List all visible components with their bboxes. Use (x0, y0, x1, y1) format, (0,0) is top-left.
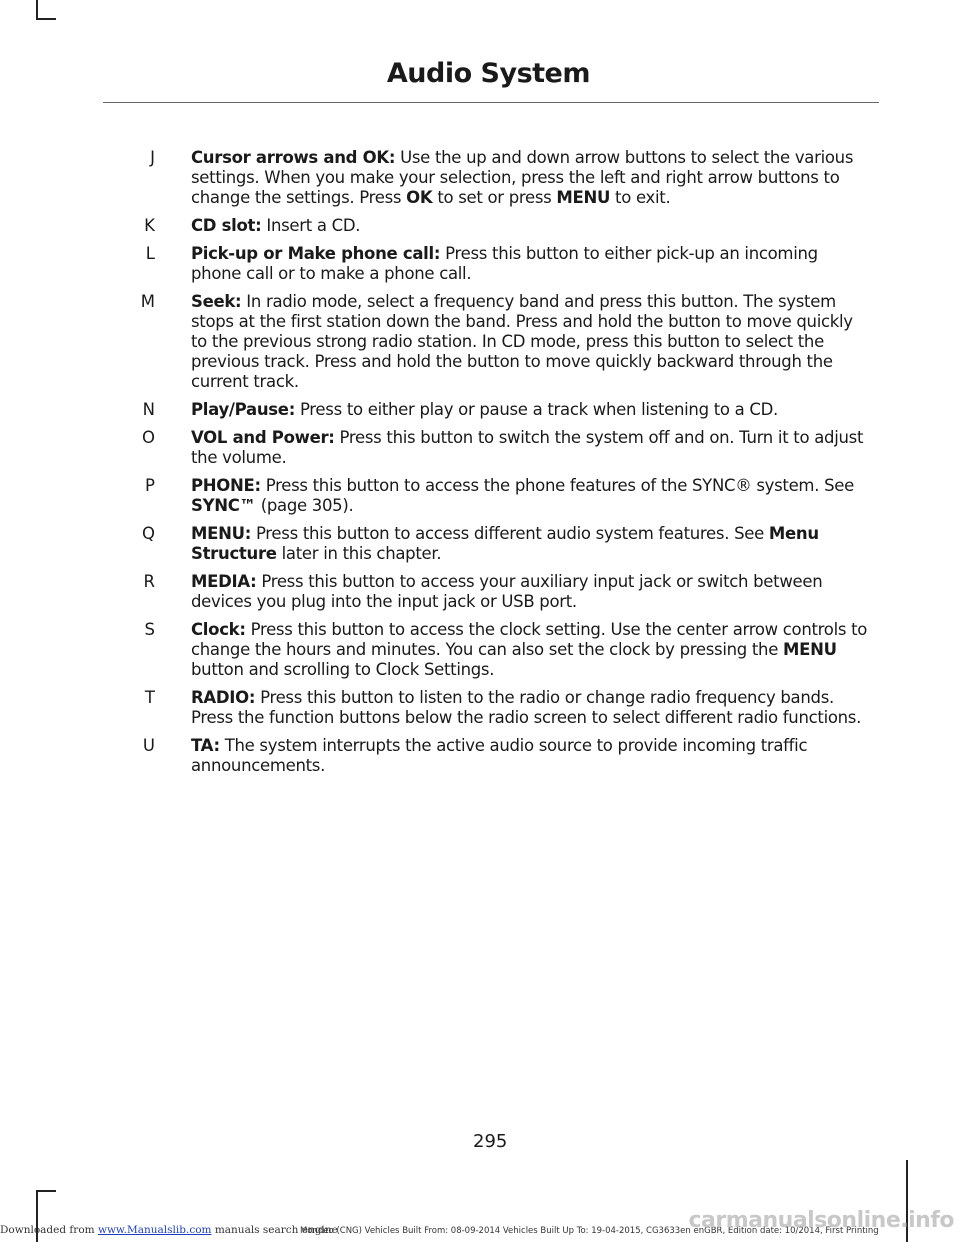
bold-term: CD slot: (191, 216, 262, 235)
legend-letter: M (140, 292, 155, 311)
bold-term: RADIO: (191, 688, 256, 707)
legend-letter: J (150, 148, 155, 167)
description-text: (page 305). (255, 496, 354, 515)
bold-term: Cursor arrows and OK: (191, 148, 396, 167)
bold-term: MENU (556, 188, 611, 207)
description-text: Press this button to access your auxiliary input jack or switch between devices you plug into the input jack or USB port. (191, 572, 823, 611)
legend-description (191, 400, 872, 420)
legend-entry (100, 476, 872, 516)
legend-entry (100, 572, 872, 612)
legend-entry (100, 400, 872, 420)
description-text: Press this button to listen to the radio or change radio frequency bands. Press the function buttons below the radio screen to select different radio functions. (191, 688, 862, 727)
download-notice (0, 1224, 338, 1236)
download-link[interactable]: www.Manualslib.com (97, 1224, 212, 1236)
header-divider (103, 102, 879, 103)
legend-description (191, 572, 872, 612)
legend-letter: L (145, 244, 155, 263)
edition-info: Mondeo (CNG) Vehicles Built From: 08-09-2014 Vehicles Built Up To: 19-04-2015, CG3633en enGBR, Edition date: 10/2014, First Printing (300, 1226, 879, 1236)
legend-description (191, 292, 872, 392)
description-text: Use the up and down arrow buttons to select the various settings. When you make your selection, press the left and right arrow buttons to change the settings. Press (191, 148, 854, 207)
bold-term: Play/Pause: (191, 400, 295, 419)
legend-list (100, 148, 872, 784)
description-text: Press this button to access the phone features of the SYNC® system. See (260, 476, 854, 495)
legend-letter: K (144, 216, 155, 235)
description-text: The system interrupts the active audio source to provide incoming traffic announcements. (191, 736, 808, 775)
legend-description (191, 476, 872, 516)
legend-entry (100, 244, 872, 284)
description-text: Press this button to switch the system off and on. Turn it to adjust the volume. (191, 428, 864, 467)
description-text: In radio mode, select a frequency band and press this button. The system stops at the first station down the band. Press and hold the button to move quickly to the previous strong radio station. In CD mode, press this button to select the previous track. Press and hold the button to move quickly backward through the current track. (191, 292, 853, 391)
legend-letter: S (144, 620, 155, 639)
legend-description (191, 620, 872, 680)
legend-entry (100, 524, 872, 564)
bold-term: VOL and Power: (191, 428, 335, 447)
download-prefix: Downloaded from (0, 1224, 98, 1236)
description-text: to set or press (432, 188, 557, 207)
page-title: Audio System (386, 58, 590, 89)
legend-letter: U (142, 736, 155, 755)
bold-term: TA: (191, 736, 220, 755)
legend-description (191, 244, 872, 284)
legend-description (191, 148, 872, 208)
legend-letter: O (142, 428, 155, 447)
crop-mark-top-left-vertical (36, 0, 38, 20)
crop-mark-bottom-left-horizontal (36, 1190, 56, 1192)
bold-term: SYNC™ (191, 496, 256, 515)
legend-entry (100, 620, 872, 680)
legend-entry (100, 688, 872, 728)
legend-entry (100, 292, 872, 392)
watermark: carmanualsonline.info (688, 1208, 954, 1233)
bold-term: MENU (783, 640, 837, 659)
description-text: Press to either play or pause a track when listening to a CD. (295, 400, 778, 419)
page-number: 295 (473, 1131, 508, 1152)
legend-description (191, 216, 872, 236)
legend-entry (100, 428, 872, 468)
description-text: to exit. (610, 188, 671, 207)
legend-entry (100, 736, 872, 776)
bold-term: MENU: (191, 524, 251, 543)
bold-term: Pick-up or Make phone call: (191, 244, 441, 263)
description-text: Press this button to access different audio system features. See (251, 524, 769, 543)
legend-letter: N (142, 400, 155, 419)
bold-term: MEDIA: (191, 572, 257, 591)
download-suffix: manuals search engine (211, 1224, 338, 1236)
description-text: later in this chapter. (276, 544, 442, 563)
crop-mark-top-left-horizontal (36, 18, 56, 20)
bold-term: Clock: (191, 620, 246, 639)
legend-description (191, 688, 872, 728)
legend-letter: P (145, 476, 155, 495)
legend-description (191, 736, 872, 776)
legend-entry (100, 216, 872, 236)
legend-letter: Q (142, 524, 155, 543)
bold-term: PHONE: (191, 476, 261, 495)
legend-description (191, 524, 872, 564)
bold-term: OK (406, 188, 433, 207)
legend-letter: R (143, 572, 155, 591)
description-text: button and scrolling to Clock Settings. (191, 660, 495, 679)
bold-term: Menu Structure (191, 524, 819, 563)
description-text: Press this button to access the clock setting. Use the center arrow controls to change the hours and minutes. You can also set the clock by pressing the (191, 620, 868, 659)
description-text: Press this button to either pick-up an incoming phone call or to make a phone call. (191, 244, 818, 283)
legend-letter: T (144, 688, 155, 707)
legend-description (191, 428, 872, 468)
description-text: Insert a CD. (261, 216, 361, 235)
bold-term: Seek: (191, 292, 242, 311)
legend-entry (100, 148, 872, 208)
